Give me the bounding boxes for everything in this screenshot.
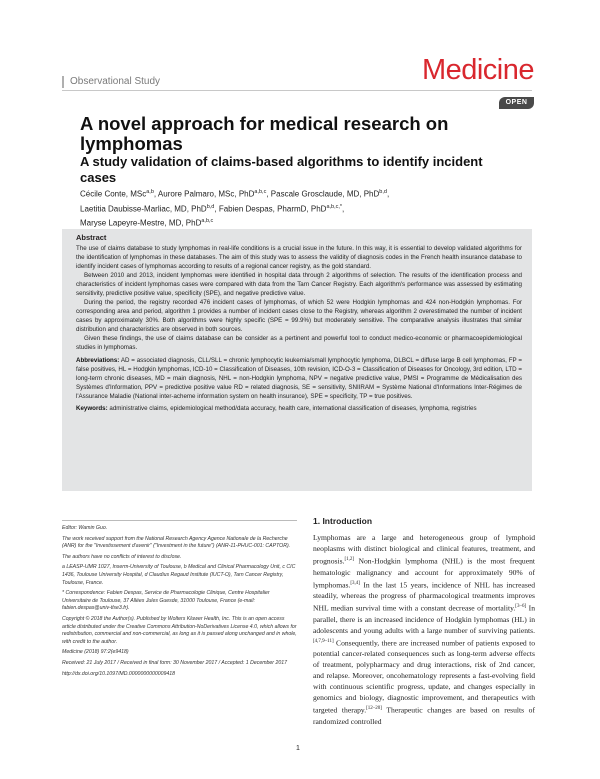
article-title: A novel approach for medical research on lymphomas (80, 113, 449, 154)
affiliations-note: a LEASP-UMR 1027, Inserm-University of Toulouse, b Medical and Clinical Pharmacology Unit, c CIC 1436, Toulouse University Hospital, d Claudius Regaud Institute (IUCT-O), Tarn Cancer Registry, Toulouse, France. (62, 564, 296, 586)
abstract-paragraph: Given these findings, the use of claims database can be consider as a pertinent and powerful tool to conduct medico-economic or pharmacoepidemiological studies in lymphomas. (76, 335, 522, 351)
abstract-paragraph: Between 2010 and 2013, incident lymphomas were identified in hospital data through 2 algorithms of selection. The results of the identification process and characteristics of incident lymphomas cases were compared with data from the Tarn Cancer Registry. Each algorithm's performance was assessed by estimating sensitivity, predictive positive value, specificity (SPE), and negative predictive value. (76, 272, 522, 297)
author-name: Fabien Despas, PharmD, PhD (218, 204, 327, 214)
author-affiliation: a,b (146, 189, 154, 195)
introduction-text: Lymphomas are a large and heterogeneous group of lymphoid neoplasms with distinct biological and clinical features, treatment, and prognosis.[1,2] Non-Hodgkin lymphoma (NHL) is the most frequent hematologic malignancy and account for approximately 90% of lymphomas.[3,4] In the last 15 years, incidence of NHL has increased steadily, whereas the progress of pharmacological treatments improves NHL median survival time with a constant decrease of mortality.[3–6] In parallel, there is an increased incidence of Hodgkin lymphomas (HL) in adolescents and young adults with a large number of surviving patients.[4,7,9–11] Consequently, there are increased number of patients exposed to potential cancer-related consequences such as long-term adverse effects of treatment, polypharmacy and drug interactions, risk of 2nd cancer, and relapse. Moreover, oncohematology represents a fast-evolving field with continuous scientific progress, update, and changes especially in genomics and biology, diagnostic improvement, and therapeutics with targeted therapy.[12–20] Therapeutic changes are based on results of randomized controlled (313, 533, 535, 726)
copyright-note: Copyright © 2018 the Author(s). Published by Wolters Kluwer Health, Inc. This is an open access article distributed under the Creative Commons Attribution-NoDerivatives License 4.0, which allows for redistribution, commercial and non-commercial, as long as it is passed along unchanged and in whole, with credit to the author. (62, 615, 297, 645)
correspondence-note: * Correspondence: Fabien Despas, Service de Pharmacologie Clinique, Centre Hospitalier Universitaire de Toulouse, 37 Allées Jules Guesde, 31000 Toulouse, France (e-mail: fabien.despas@univ-tlse3.fr). (62, 590, 270, 612)
citation-ref[interactable]: [1,2] (344, 557, 355, 562)
citation-ref[interactable]: [3,4] (350, 580, 360, 586)
citation-ref[interactable]: [3–6] (515, 604, 527, 610)
abbreviations (76, 356, 522, 401)
author-affiliation: a,b,c (254, 189, 267, 195)
keywords-text: administrative claims, epidemiological method/data accuracy, health care, international classification of diseases, lymphoma, registries (109, 405, 477, 412)
citation-ref[interactable]: [4,7,9–11] (313, 638, 334, 644)
abstract-heading: Abstract (76, 233, 107, 242)
author-name: Laetitia Daubisse-Marliac, MD, PhD (80, 204, 207, 214)
header-divider (62, 90, 532, 91)
keywords-label: Keywords: (76, 405, 108, 412)
author-name: Aurore Palmaro, MSc, PhD (157, 189, 255, 199)
abstract-paragraph: During the period, the registry recorded 476 incident cases of lymphomas, of which 52 were Hodgkin lymphomas and 424 non-Hodgkin lymphomas. For corresponding area and period, algorithm 1 provides a number of incident cases close to the Registry, whereas algorithm 2 overestimated the number of incident cases by approximately 30%. Both algorithms were highly specific (SPE = 99.9%) but moderately sensitive. The comparative analysis illustrates that similar distribution and characteristics are observed in both sources. (76, 299, 522, 333)
author-affiliation: a,b,c,* (326, 203, 343, 210)
article-subtitle: A study validation of claims-based algorithms to identify incident cases (80, 154, 483, 185)
author-affiliation: b,d (379, 189, 387, 195)
keywords (76, 404, 522, 413)
citation-ref[interactable]: [12–20] (366, 706, 382, 712)
author-affiliation: b,d (206, 203, 215, 210)
author-affiliation: a,b,c (201, 218, 214, 225)
abbreviations-label: Abbreviations: (76, 357, 120, 364)
editor-note: Editor: Wamin Guo. (62, 525, 108, 531)
author-list: Cécile Conte, MSc$^{a,b}$, Aurore Palmaro, MSc, PhD$^{a,b,c}$, Pascale Grosclaude, MD, PhD$^{b,d}$, Laetitia Daubisse-Marliac, MD, PhD$^{b,d}$, Fabien Despas, PharmD, PhD$^{a,b,c,*}$, Maryse Lapeyre-Mestre, MD, PhD$^{a,b,c}$ (80, 189, 390, 228)
conflicts-note: The authors have no conflicts of interest to disclose. (62, 553, 182, 560)
page-number: 1 (296, 745, 300, 752)
author-name: Cécile Conte, MSc (80, 189, 147, 199)
doi-link[interactable]: http://dx.doi.org/10.1097/MD.0000000000009418 (62, 670, 176, 677)
introduction-heading: 1. Introduction (313, 516, 373, 526)
footnote-divider (62, 520, 297, 521)
abbreviations-text: AD = associated diagnosis, CLL/SLL = chronic lymphocytic leukemia/small lymphocytic lymphoma, DLBCL = diffuse large B cell lymphomas, FP = false positives, HL = Hodgkin lymphomas, ICD-10 = Classification of Diseases, 10th revision, ICD-O-3 = Classification of Diseases for Oncology, 3rd edition, LTD = long-term chronic diseases, MD = main diagnosis, NHL = non-Hodgkin lymphoma, NPV = negative predictive value, PMSI = Programme de Médicalisation des Systèmes d'Information, PPV = predictive positive value RD = related diagnosis, SE = sensitivity, SNIIRAM = Système National d'Informations Inter-Régimes de l'Assurance Maladie (National inter-acheme information system on health insurance), SPE = specificity, TP = true positives. (76, 357, 522, 400)
footnotes-column (62, 520, 297, 681)
author-name: Maryse Lapeyre-Mestre, MD, PhD (80, 218, 202, 228)
dates-note: Received: 21 July 2017 / Received in final form: 30 November 2017 / Accepted: 1 December 2017 (62, 659, 288, 666)
open-access-badge: OPEN (499, 97, 534, 109)
abstract-box (62, 229, 532, 491)
author-name: Pascale Grosclaude, MD, PhD (270, 189, 380, 199)
section-label: Observational Study (62, 76, 160, 88)
introduction-section (313, 516, 535, 727)
abstract-paragraph: The use of claims database to study lymphomas in real-life conditions is a crucial issue in the future. In this way, it is essential to develop validated algorithms for the identification of lymphomas in these databases. The aim of this study was to assess the validity of diagnosis codes in the French health insurance database to identify incident cases of lymphomas according to results of a regional cancer registry, as the gold standard. (76, 245, 522, 270)
citation-note: Medicine (2018) 97:2(e9418) (62, 649, 129, 656)
journal-logo: Medicine (421, 54, 534, 86)
funding-note: The work received support from the National Research Agency Agence Nationale de la Recherche (ANR) for the "Investissement d'avenir" ("Investment in the future") (ANR-11-PHUC-001: CAPTOR). (62, 535, 291, 550)
